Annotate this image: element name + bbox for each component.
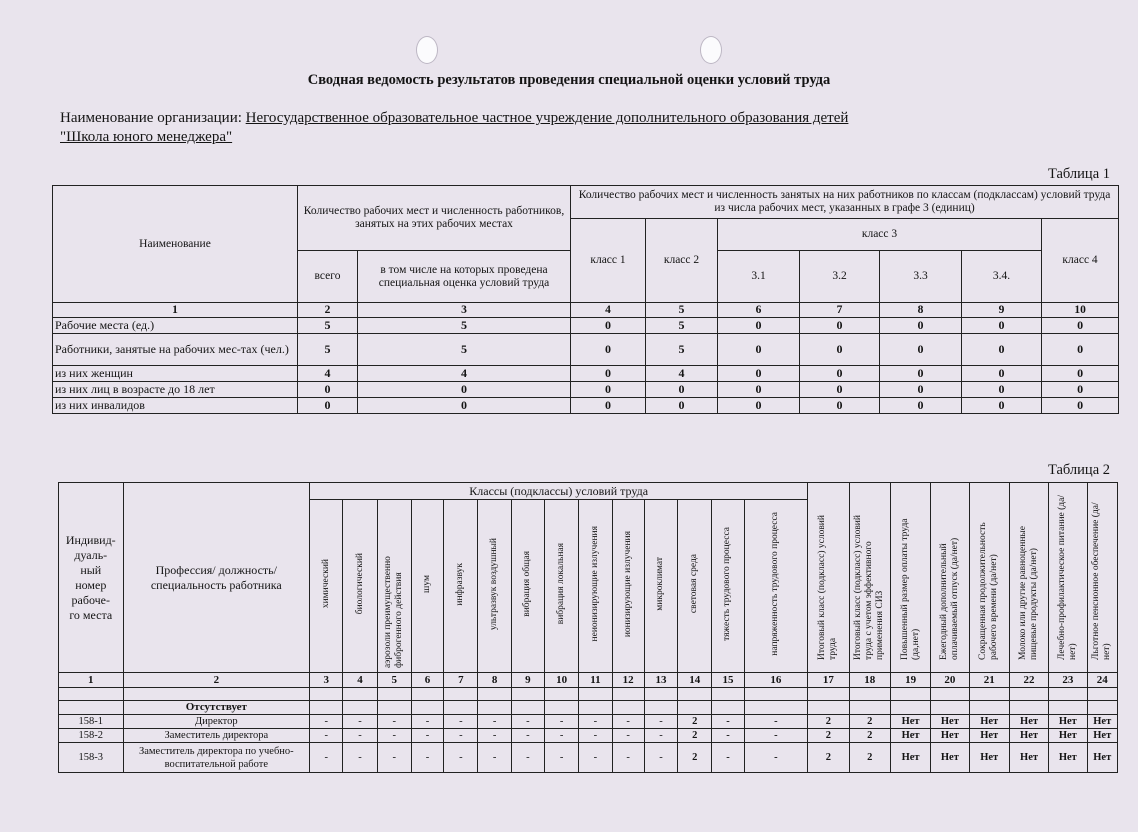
t1-row bbox=[53, 398, 1119, 414]
t2-header-factor-13 bbox=[644, 500, 677, 673]
t2-sec-cell bbox=[579, 701, 612, 715]
t2-col-num-24: 24 bbox=[1087, 673, 1117, 688]
t2-col-num-17: 17 bbox=[808, 673, 849, 688]
t2-col-num-8: 8 bbox=[478, 673, 511, 688]
t2-header-classes: Классы (подклассы) условий труда bbox=[310, 483, 808, 500]
t1-cell-3: 4 bbox=[358, 366, 571, 382]
t2-sec-cell bbox=[612, 701, 644, 715]
t2-col-num-14: 14 bbox=[678, 673, 712, 688]
t2-cell-6: - bbox=[411, 729, 443, 743]
org-label: Наименование организации: bbox=[60, 110, 242, 126]
t1-header-class4: класс 4 bbox=[1042, 219, 1119, 303]
t2-cell-23: Нет bbox=[1049, 743, 1087, 773]
t2-col-num-13: 13 bbox=[644, 673, 677, 688]
t2-col-num-12: 12 bbox=[612, 673, 644, 688]
t2-cell-7: - bbox=[444, 715, 478, 729]
t2-cell-5: - bbox=[377, 729, 411, 743]
t1-row-label: из них женщин bbox=[53, 366, 298, 382]
t2-row-id: 158-1 bbox=[59, 715, 124, 729]
t1-cell-8: 0 bbox=[880, 318, 962, 334]
t1-cell-8: 0 bbox=[880, 334, 962, 366]
t2-cell-12: - bbox=[612, 743, 644, 773]
t2-sec-cell bbox=[511, 701, 544, 715]
t2-cell-24: Нет bbox=[1087, 729, 1117, 743]
t1-cell-9: 0 bbox=[962, 334, 1042, 366]
org-name-line2: "Школа юного менеджера" bbox=[60, 129, 233, 145]
t2-blank-row bbox=[59, 688, 1118, 701]
t2-cell-6: - bbox=[411, 715, 443, 729]
t2-blank-cell bbox=[1049, 688, 1087, 701]
t2-sec-cell bbox=[849, 701, 890, 715]
t2-cell-17: 2 bbox=[808, 715, 849, 729]
t1-col-num-4: 4 bbox=[571, 303, 646, 318]
t2-header-extra-23 bbox=[1049, 483, 1087, 673]
t2-cell-19: Нет bbox=[890, 729, 930, 743]
t2-header-factor-4 bbox=[343, 500, 377, 673]
punch-hole-right bbox=[700, 36, 722, 64]
t2-col-num-9: 9 bbox=[511, 673, 544, 688]
t2-cell-21: Нет bbox=[969, 743, 1009, 773]
t1-header-name: Наименование bbox=[53, 186, 298, 303]
workplace-table bbox=[58, 482, 1118, 773]
t1-header-count: Количество рабочих мест и численность работников, занятых на этих рабочих местах bbox=[298, 186, 571, 251]
t2-cell-22: Нет bbox=[1009, 729, 1048, 743]
t1-cell-6: 0 bbox=[718, 318, 800, 334]
t2-cell-21: Нет bbox=[969, 729, 1009, 743]
t1-cell-9: 0 bbox=[962, 318, 1042, 334]
t2-header-factor-3 bbox=[310, 500, 343, 673]
t1-cell-7: 0 bbox=[800, 318, 880, 334]
t2-header-factor-7 bbox=[444, 500, 478, 673]
t2-header-factor-label: ионизирующие излучения bbox=[622, 530, 633, 638]
t2-sec-cell bbox=[478, 701, 511, 715]
t1-cell-6: 0 bbox=[718, 382, 800, 398]
t2-header-extra-20 bbox=[931, 483, 969, 673]
t2-row-prof: Заместитель директора bbox=[123, 729, 310, 743]
t2-cell-6: - bbox=[411, 743, 443, 773]
t2-cell-12: - bbox=[612, 715, 644, 729]
t2-blank-cell bbox=[744, 688, 808, 701]
t2-header-factor-label: шум bbox=[422, 575, 433, 593]
t1-col-num-10: 10 bbox=[1042, 303, 1119, 318]
t2-cell-5: - bbox=[377, 743, 411, 773]
t2-cell-4: - bbox=[343, 729, 377, 743]
t2-header-factor-label: ультразвук воздушный bbox=[489, 537, 500, 631]
t1-cell-3: 5 bbox=[358, 334, 571, 366]
t2-header-factor-8 bbox=[478, 500, 511, 673]
t2-header-extra-label: Лечебно-профилактическое питание (да/нет) bbox=[1056, 494, 1078, 660]
t1-cell-5: 5 bbox=[646, 318, 718, 334]
t1-cell-10: 0 bbox=[1042, 382, 1119, 398]
t2-header-extra-17 bbox=[808, 483, 849, 673]
t2-header-factor-label: вибрация общая bbox=[522, 551, 533, 617]
t1-row bbox=[53, 366, 1119, 382]
t2-header-extra-label: Повышенный размер оплаты труда (да,нет) bbox=[899, 517, 921, 660]
t2-header-extra-label: Итоговый класс (подкласс) условий труда bbox=[817, 514, 839, 660]
t2-cell-14: 2 bbox=[678, 729, 712, 743]
t1-cell-7: 0 bbox=[800, 334, 880, 366]
t2-row-prof: Директор bbox=[123, 715, 310, 729]
t1-cell-5: 5 bbox=[646, 334, 718, 366]
t1-cell-10: 0 bbox=[1042, 366, 1119, 382]
t2-sec-cell bbox=[678, 701, 712, 715]
t2-col-num-1: 1 bbox=[59, 673, 124, 688]
t2-cell-16: - bbox=[744, 729, 808, 743]
t1-cell-10: 0 bbox=[1042, 334, 1119, 366]
t2-header-factor-label: химический bbox=[320, 559, 331, 609]
t2-cell-11: - bbox=[579, 729, 612, 743]
t2-cell-19: Нет bbox=[890, 715, 930, 729]
t2-sec-cell bbox=[644, 701, 677, 715]
t2-blank-cell bbox=[1087, 688, 1117, 701]
t2-cell-16: - bbox=[744, 743, 808, 773]
t2-blank-cell bbox=[411, 688, 443, 701]
t1-cell-8: 0 bbox=[880, 398, 962, 414]
t2-cell-9: - bbox=[511, 743, 544, 773]
t2-header-factor-label: биологический bbox=[354, 553, 365, 615]
t1-row bbox=[53, 318, 1119, 334]
t2-col-num-19: 19 bbox=[890, 673, 930, 688]
t2-sec-cell bbox=[808, 701, 849, 715]
t1-row bbox=[53, 382, 1119, 398]
t1-col-num-6: 6 bbox=[718, 303, 800, 318]
t2-col-num-21: 21 bbox=[969, 673, 1009, 688]
t2-cell-9: - bbox=[511, 715, 544, 729]
t1-header-total: всего bbox=[298, 251, 358, 303]
t2-col-num-23: 23 bbox=[1049, 673, 1087, 688]
t2-cell-18: 2 bbox=[849, 729, 890, 743]
t1-cell-9: 0 bbox=[962, 398, 1042, 414]
t2-cell-21: Нет bbox=[969, 715, 1009, 729]
t1-row-label: из них лиц в возрасте до 18 лет bbox=[53, 382, 298, 398]
t2-cell-3: - bbox=[310, 743, 343, 773]
t1-header-assessed: в том числе на которых проведена специальная оценка условий труда bbox=[358, 251, 571, 303]
t1-cell-2: 0 bbox=[298, 382, 358, 398]
t2-sec-cell bbox=[744, 701, 808, 715]
t2-col-num-3: 3 bbox=[310, 673, 343, 688]
table1-caption: Таблица 1 bbox=[1047, 166, 1110, 182]
t1-col-num-7: 7 bbox=[800, 303, 880, 318]
t2-row-prof: Заместитель директора по учебно-воспитательной работе bbox=[123, 743, 310, 773]
t2-blank-cell bbox=[849, 688, 890, 701]
t1-cell-4: 0 bbox=[571, 382, 646, 398]
t1-cell-6: 0 bbox=[718, 398, 800, 414]
t2-blank-cell bbox=[931, 688, 969, 701]
t2-col-num-7: 7 bbox=[444, 673, 478, 688]
t2-cell-20: Нет bbox=[931, 715, 969, 729]
t2-cell-15: - bbox=[712, 715, 744, 729]
t1-cell-4: 0 bbox=[571, 398, 646, 414]
t2-header-factor-6 bbox=[411, 500, 443, 673]
t2-section-label: Отсутствует bbox=[123, 701, 310, 715]
t1-header-class3: класс 3 bbox=[718, 219, 1042, 251]
t2-cell-11: - bbox=[579, 743, 612, 773]
t2-header-factor-14 bbox=[678, 500, 712, 673]
t2-header-extra-19 bbox=[890, 483, 930, 673]
t2-blank-cell bbox=[1009, 688, 1048, 701]
t2-blank-cell bbox=[545, 688, 579, 701]
t2-cell-7: - bbox=[444, 729, 478, 743]
t1-col-num-1: 1 bbox=[53, 303, 298, 318]
t2-cell-10: - bbox=[545, 715, 579, 729]
t1-cell-9: 0 bbox=[962, 366, 1042, 382]
t2-header-factor-label: тяжесть трудового процесса bbox=[722, 527, 733, 641]
t2-blank-cell bbox=[478, 688, 511, 701]
t2-cell-10: - bbox=[545, 729, 579, 743]
t1-cell-4: 0 bbox=[571, 366, 646, 382]
t2-cell-10: - bbox=[545, 743, 579, 773]
t2-cell-18: 2 bbox=[849, 743, 890, 773]
t2-sec-cell bbox=[411, 701, 443, 715]
t1-header-c33: 3.3 bbox=[880, 251, 962, 303]
t1-cell-2: 5 bbox=[298, 318, 358, 334]
t2-blank-cell bbox=[678, 688, 712, 701]
org-name-line1: Негосударственное образовательное частное учреждение дополнительного образования детей bbox=[245, 110, 849, 126]
t1-cell-6: 0 bbox=[718, 366, 800, 382]
t2-cell-8: - bbox=[478, 729, 511, 743]
t2-row bbox=[59, 715, 1118, 729]
t2-cell-14: 2 bbox=[678, 743, 712, 773]
t1-col-num-9: 9 bbox=[962, 303, 1042, 318]
t2-col-num-15: 15 bbox=[712, 673, 744, 688]
t1-cell-2: 5 bbox=[298, 334, 358, 366]
t2-row-id: 158-2 bbox=[59, 729, 124, 743]
t1-header-c34: 3.4. bbox=[962, 251, 1042, 303]
t1-header-class1: класс 1 bbox=[571, 219, 646, 303]
t2-sec-cell bbox=[1009, 701, 1048, 715]
t2-header-factor-label: микроклимат bbox=[655, 557, 666, 611]
t1-row-label: Работники, занятые на рабочих мес-тах (чел.) bbox=[53, 334, 298, 366]
t1-cell-4: 0 bbox=[571, 334, 646, 366]
t2-header-extra-label: Льготное пенсионное обеспечение (да/нет) bbox=[1091, 501, 1113, 660]
t2-blank-cell bbox=[343, 688, 377, 701]
t2-cell-13: - bbox=[644, 715, 677, 729]
t1-row bbox=[53, 334, 1119, 366]
t1-cell-10: 0 bbox=[1042, 318, 1119, 334]
t2-sec-cell bbox=[1049, 701, 1087, 715]
t2-header-extra-label: Молоко или другие равноценные пищевые продукты (да/нет) bbox=[1018, 525, 1040, 660]
t2-cell-12: - bbox=[612, 729, 644, 743]
t2-cell-4: - bbox=[343, 743, 377, 773]
t2-sec-empty bbox=[59, 701, 124, 715]
t1-cell-5: 0 bbox=[646, 382, 718, 398]
t1-cell-5: 4 bbox=[646, 366, 718, 382]
t2-header-factor-15 bbox=[712, 500, 744, 673]
t2-header-factor-11 bbox=[579, 500, 612, 673]
t2-cell-16: - bbox=[744, 715, 808, 729]
t2-sec-cell bbox=[377, 701, 411, 715]
t1-cell-2: 0 bbox=[298, 398, 358, 414]
t1-cell-3: 0 bbox=[358, 398, 571, 414]
t2-row bbox=[59, 729, 1118, 743]
t1-cell-4: 0 bbox=[571, 318, 646, 334]
t2-blank-cell bbox=[969, 688, 1009, 701]
t2-cell-23: Нет bbox=[1049, 729, 1087, 743]
summary-table bbox=[52, 185, 1119, 414]
t1-col-num-8: 8 bbox=[880, 303, 962, 318]
t2-cell-15: - bbox=[712, 743, 744, 773]
t2-column-numbers bbox=[59, 673, 1118, 688]
t2-blank-cell bbox=[579, 688, 612, 701]
t2-header-extra-label: Сокращенная продолжительность рабочего времени (да/нет) bbox=[978, 521, 1000, 660]
t1-cell-3: 0 bbox=[358, 382, 571, 398]
t1-cell-7: 0 bbox=[800, 366, 880, 382]
t2-blank-cell bbox=[444, 688, 478, 701]
t2-blank-cell bbox=[644, 688, 677, 701]
t2-blank-cell bbox=[890, 688, 930, 701]
t1-row-label: из них инвалидов bbox=[53, 398, 298, 414]
t1-cell-8: 0 bbox=[880, 366, 962, 382]
t2-sec-cell bbox=[890, 701, 930, 715]
t2-header-factor-10 bbox=[545, 500, 579, 673]
t2-blank-cell bbox=[612, 688, 644, 701]
t1-header-c31: 3.1 bbox=[718, 251, 800, 303]
t2-cell-5: - bbox=[377, 715, 411, 729]
t2-cell-11: - bbox=[579, 715, 612, 729]
t2-cell-13: - bbox=[644, 743, 677, 773]
t2-sec-cell bbox=[969, 701, 1009, 715]
t2-header-id: Индивид- дуаль- ный номер рабоче- го места bbox=[59, 483, 124, 673]
t2-sec-cell bbox=[343, 701, 377, 715]
t2-header-factor-16 bbox=[744, 500, 808, 673]
t2-sec-cell bbox=[444, 701, 478, 715]
t1-cell-2: 4 bbox=[298, 366, 358, 382]
t2-cell-24: Нет bbox=[1087, 743, 1117, 773]
t2-cell-14: 2 bbox=[678, 715, 712, 729]
t2-blank-cell bbox=[377, 688, 411, 701]
t2-section-row bbox=[59, 701, 1118, 715]
t2-col-num-4: 4 bbox=[343, 673, 377, 688]
t2-header-factor-label: вибрация локальная bbox=[556, 543, 567, 625]
t2-cell-8: - bbox=[478, 715, 511, 729]
t2-cell-13: - bbox=[644, 729, 677, 743]
organization-block bbox=[60, 109, 1060, 147]
t2-cell-19: Нет bbox=[890, 743, 930, 773]
t2-header-factor-label: инфразвук bbox=[455, 562, 466, 606]
t2-cell-23: Нет bbox=[1049, 715, 1087, 729]
t1-col-num-2: 2 bbox=[298, 303, 358, 318]
t2-col-num-2: 2 bbox=[123, 673, 310, 688]
t1-cell-8: 0 bbox=[880, 382, 962, 398]
t2-sec-cell bbox=[931, 701, 969, 715]
t2-col-num-18: 18 bbox=[849, 673, 890, 688]
t2-cell-9: - bbox=[511, 729, 544, 743]
t2-row bbox=[59, 743, 1118, 773]
document-title: Сводная ведомость результатов проведения специальной оценки условий труда bbox=[307, 72, 831, 88]
t2-cell-24: Нет bbox=[1087, 715, 1117, 729]
t2-header-extra-18 bbox=[849, 483, 890, 673]
t2-header-factor-label: аэрозоли преимущественно фиброгенного действия bbox=[383, 556, 405, 668]
t2-header-extra-label: Ежегодный дополнительный оплачиваемый отпуск (да/нет) bbox=[938, 537, 960, 660]
t2-cell-18: 2 bbox=[849, 715, 890, 729]
t1-header-c32: 3.2 bbox=[800, 251, 880, 303]
t2-blank-cell bbox=[808, 688, 849, 701]
t2-blank-cell bbox=[123, 688, 310, 701]
t2-blank-cell bbox=[59, 688, 124, 701]
t1-cell-3: 5 bbox=[358, 318, 571, 334]
t1-cell-9: 0 bbox=[962, 382, 1042, 398]
t2-cell-4: - bbox=[343, 715, 377, 729]
t2-cell-20: Нет bbox=[931, 743, 969, 773]
t2-col-num-11: 11 bbox=[579, 673, 612, 688]
table2-caption: Таблица 2 bbox=[1047, 462, 1110, 478]
t2-header-factor-9 bbox=[511, 500, 544, 673]
t2-sec-cell bbox=[310, 701, 343, 715]
t1-row-label: Рабочие места (ед.) bbox=[53, 318, 298, 334]
punch-hole-left bbox=[416, 36, 438, 64]
t1-cell-7: 0 bbox=[800, 382, 880, 398]
t2-cell-7: - bbox=[444, 743, 478, 773]
t2-cell-20: Нет bbox=[931, 729, 969, 743]
t2-header-factor-label: неионизирующие излучения bbox=[589, 526, 600, 642]
t2-cell-22: Нет bbox=[1009, 715, 1048, 729]
t2-header-extra-21 bbox=[969, 483, 1009, 673]
t2-cell-3: - bbox=[310, 729, 343, 743]
t2-header-extra-label: Итоговый класс (подкласс) условий труда с учетом эффективного применения СИЗ bbox=[853, 514, 886, 660]
t2-col-num-16: 16 bbox=[744, 673, 808, 688]
t2-col-num-20: 20 bbox=[931, 673, 969, 688]
t2-header-factor-5 bbox=[377, 500, 411, 673]
t2-cell-17: 2 bbox=[808, 743, 849, 773]
t2-blank-cell bbox=[310, 688, 343, 701]
t1-cell-7: 0 bbox=[800, 398, 880, 414]
t1-column-numbers bbox=[53, 303, 1119, 318]
t1-header-class2: класс 2 bbox=[646, 219, 718, 303]
t2-cell-15: - bbox=[712, 729, 744, 743]
t1-header-classes: Количество рабочих мест и численность занятых на них работников по классам (подклассам) условий труда из числа рабочих мест, указанных в графе 3 (единиц) bbox=[571, 186, 1119, 219]
t2-cell-3: - bbox=[310, 715, 343, 729]
t2-blank-cell bbox=[712, 688, 744, 701]
t2-col-num-6: 6 bbox=[411, 673, 443, 688]
t2-header-factor-12 bbox=[612, 500, 644, 673]
t1-cell-6: 0 bbox=[718, 334, 800, 366]
t2-row-id: 158-3 bbox=[59, 743, 124, 773]
t2-cell-17: 2 bbox=[808, 729, 849, 743]
t2-header-extra-24 bbox=[1087, 483, 1117, 673]
t1-col-num-3: 3 bbox=[358, 303, 571, 318]
t1-col-num-5: 5 bbox=[646, 303, 718, 318]
t2-sec-cell bbox=[1087, 701, 1117, 715]
t2-col-num-22: 22 bbox=[1009, 673, 1048, 688]
t2-blank-cell bbox=[511, 688, 544, 701]
t2-header-prof: Профессия/ должность/ специальность работника bbox=[123, 483, 310, 673]
t2-header-factor-label: напряженность трудового процесса bbox=[770, 512, 781, 656]
t1-cell-5: 0 bbox=[646, 398, 718, 414]
t2-header-extra-22 bbox=[1009, 483, 1048, 673]
t2-cell-22: Нет bbox=[1009, 743, 1048, 773]
t2-sec-cell bbox=[712, 701, 744, 715]
t2-header-factor-label: световая среда bbox=[689, 554, 700, 614]
t2-sec-cell bbox=[545, 701, 579, 715]
t2-cell-8: - bbox=[478, 743, 511, 773]
t2-col-num-10: 10 bbox=[545, 673, 579, 688]
t2-col-num-5: 5 bbox=[377, 673, 411, 688]
t1-cell-10: 0 bbox=[1042, 398, 1119, 414]
